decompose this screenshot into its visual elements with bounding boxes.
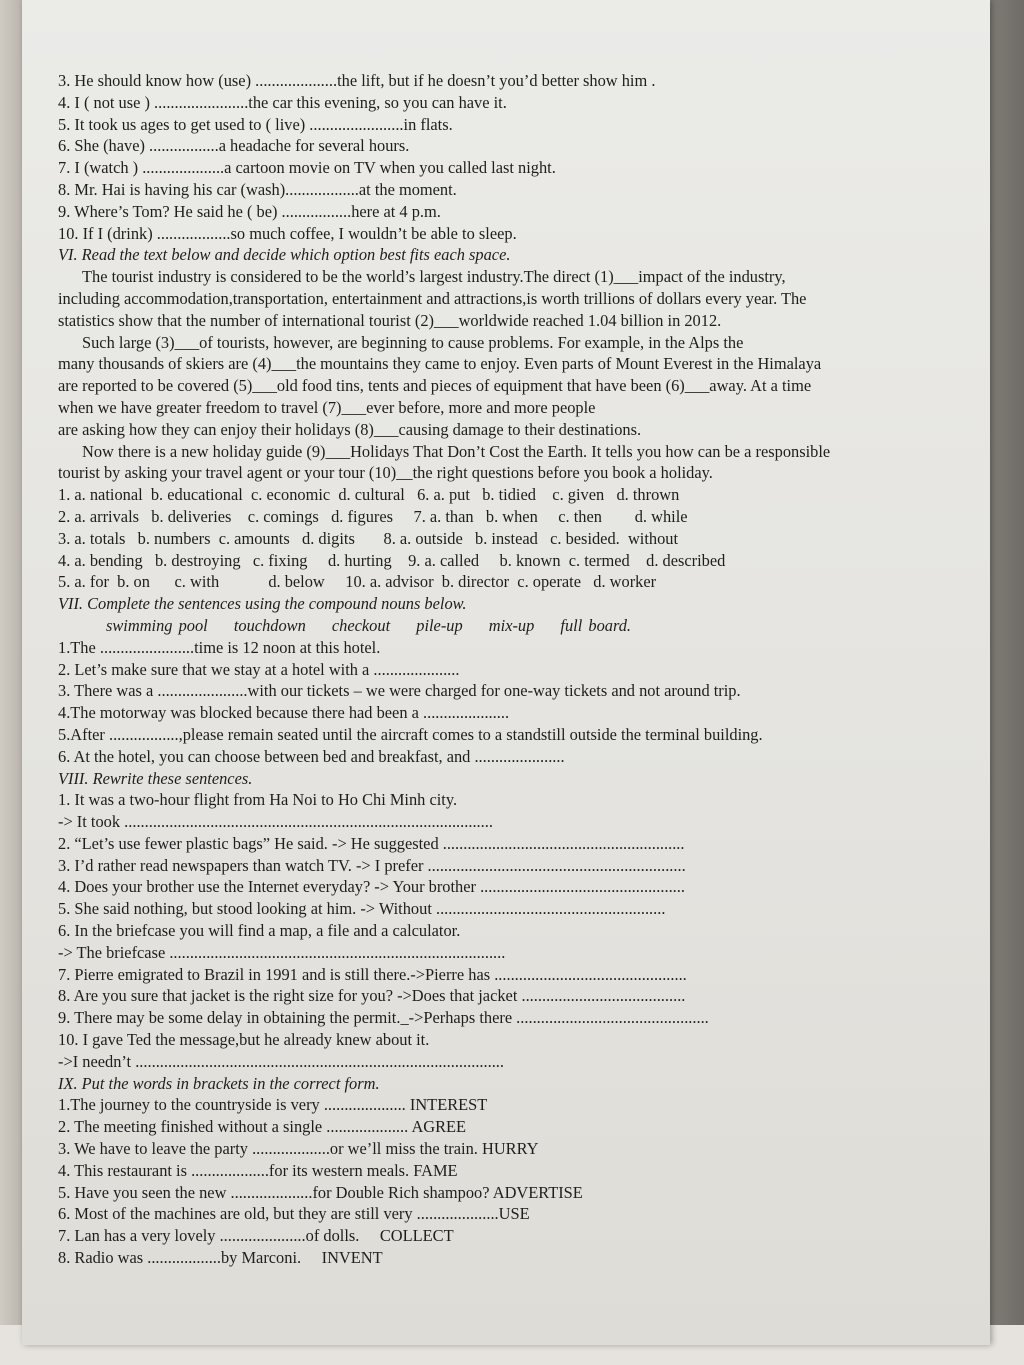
exercise-sentence: 6. Most of the machines are old, but they are still very ....................	[58, 1204, 499, 1224]
exercise-sentence: 3. We have to leave the party ...................or we’ll miss the train.	[58, 1139, 478, 1159]
word-bank-item: swimming pool	[106, 615, 208, 635]
exercise-sentence: 5. Have you seen the new ....................for Double Rich shampoo?	[58, 1182, 490, 1202]
word-bank	[58, 615, 948, 637]
section-heading: VII. Complete the sentences using the compound nouns below.	[58, 594, 467, 614]
passage-line: when we have greater freedom to travel (7)___ever before, more and more people	[58, 397, 596, 417]
exercise-item: 4.The motorway was blocked because there had been a .....................	[58, 703, 510, 723]
root-word: INTEREST	[409, 1095, 488, 1115]
exercise-item	[58, 1203, 948, 1225]
worksheet-page	[22, 0, 990, 1345]
exercise-sentence: 2. The meeting finished without a single ....................	[58, 1117, 409, 1137]
exercise-item: 6. She (have) .................a headache for several hours.	[58, 136, 410, 156]
passage-line: statistics show that the number of international tourist (2)___worldwide reached 1.04 billion in 2012.	[58, 310, 722, 330]
rewrite-section	[58, 768, 948, 1073]
section-heading: VI. Read the text below and decide which option best fits each space.	[58, 245, 511, 265]
exercise-item: 9. Where’s Tom? He said he ( be) .................here at 4 p.m.	[58, 201, 441, 221]
exercise-item	[58, 1160, 948, 1182]
exercise-item: 8. Are you sure that jacket is the right size for you? ->Does that jacket ........................................	[58, 986, 686, 1006]
exercise-item	[58, 1116, 948, 1138]
exercise-item	[58, 1225, 948, 1247]
answer-options: 5. a. for b. on c. with d. below 10. a. advisor b. director c. operate d. worker	[58, 572, 657, 592]
exercise-item: 3. He should know how (use) ....................the lift, but if he doesn’t you’d better show him .	[58, 71, 656, 90]
exercise-item: 2. Let’s make sure that we stay at a hotel with a .....................	[58, 659, 460, 679]
word-bank-item: pile-up	[416, 615, 463, 635]
exercise-item: 5.After .................,please remain seated until the aircraft comes to a standstill outside the terminal building.	[58, 724, 763, 744]
word-bank-item: full board.	[560, 615, 632, 635]
exercise-item: 7. Pierre emigrated to Brazil in 1991 and is still there.->Pierre has ...............................................	[58, 964, 687, 984]
passage-line: Now there is a new holiday guide (9)___Holidays That Don’t Cost the Earth. It tells you how can be a responsible	[82, 441, 831, 461]
worksheet-content	[58, 70, 948, 1269]
exercise-item: 1. It was a two-hour flight from Ha Noi to Ho Chi Minh city.	[58, 790, 458, 810]
root-word: INVENT	[321, 1248, 383, 1268]
exercise-item	[58, 1247, 948, 1269]
compound-nouns-section	[58, 593, 948, 767]
passage-line: many thousands of skiers are (4)___the mountains they came to enjoy. Even parts of Mount Everest in the Himalaya	[58, 354, 822, 374]
passage-line: are asking how they can enjoy their holidays (8)___causing damage to their destinations.	[58, 419, 642, 439]
exercise-item: 4. Does your brother use the Internet everyday? -> Your brother ..................................................	[58, 877, 685, 897]
exercise-item: 4. I ( not use ) .......................the car this evening, so you can have it.	[58, 92, 507, 112]
exercise-item: 6. At the hotel, you can choose between bed and breakfast, and ......................	[58, 746, 565, 766]
root-word: HURRY	[481, 1139, 539, 1159]
word-bank-item: touchdown	[233, 615, 306, 635]
exercise-item: -> The briefcase ..................................................................................	[58, 942, 506, 962]
exercise-item: 9. There may be some delay in obtaining the permit._->Perhaps there ...............................................	[58, 1008, 709, 1028]
word-bank-item: mix-up	[488, 615, 535, 635]
passage-line: including accommodation,transportation, entertainment and attractions,is worth trillions of dollars every year. The	[58, 288, 807, 308]
section-heading: VIII. Rewrite these sentences.	[58, 768, 253, 788]
root-word: ADVERTISE	[492, 1182, 583, 1202]
root-word: AGREE	[411, 1117, 467, 1137]
exercise-sentence: 4. This restaurant is ...................for its western meals.	[58, 1160, 410, 1180]
verb-form-exercise	[58, 70, 948, 244]
exercise-item: 6. In the briefcase you will find a map, a file and a calculator.	[58, 921, 461, 941]
exercise-item: 7. I (watch ) ....................a cartoon movie on TV when you called last night.	[58, 158, 556, 178]
root-word: FAME	[413, 1160, 458, 1180]
exercise-item: 2. “Let’s use fewer plastic bags” He said. -> He suggested ...........................................................	[58, 833, 685, 853]
answer-options: 1. a. national b. educational c. economic d. cultural 6. a. put b. tidied c. given d. thrown	[58, 485, 680, 505]
answer-options: 2. a. arrivals b. deliveries c. comings d. figures 7. a. than b. when c. then d. while	[58, 506, 688, 526]
exercise-item: 8. Mr. Hai is having his car (wash)..................at the moment.	[58, 179, 457, 199]
exercise-item: 1.The .......................time is 12 noon at this hotel.	[58, 637, 381, 657]
exercise-item: 5. It took us ages to get used to ( live) .......................in flats.	[58, 114, 453, 134]
exercise-item: 3. I’d rather read newspapers than watch TV. -> I prefer ...............................................................	[58, 855, 686, 875]
root-word: COLLECT	[379, 1226, 454, 1246]
word-form-section	[58, 1073, 948, 1269]
exercise-item: 10. I gave Ted the message,but he already knew about it.	[58, 1030, 430, 1050]
exercise-item: 5. She said nothing, but stood looking at him. -> Without ........................................................	[58, 899, 666, 919]
exercise-sentence: 7. Lan has a very lovely .....................of dolls.	[58, 1226, 360, 1246]
answer-options: 4. a. bending b. destroying c. fixing d. hurting 9. a. called b. known c. termed d. described	[58, 550, 726, 570]
exercise-item: ->I needn’t ..........................................................................................	[58, 1051, 504, 1071]
root-word: USE	[498, 1204, 530, 1224]
passage-line: are reported to be covered (5)___old food tins, tents and pieces of equipment that have been (6)___away. At a time	[58, 376, 812, 396]
exercise-item	[58, 1138, 948, 1160]
passage-line: The tourist industry is considered to be the world’s largest industry.The direct (1)___impact of the industry,	[82, 267, 786, 287]
passage-line: tourist by asking your travel agent or your tour (10)__the right questions before you book a holiday.	[58, 463, 713, 483]
exercise-item	[58, 1094, 948, 1116]
exercise-sentence: 8. Radio was ..................by Marconi.	[58, 1248, 302, 1268]
passage-line: Such large (3)___of tourists, however, are beginning to cause problems. For example, in the Alps the	[82, 332, 744, 352]
exercise-item: -> It took ..........................................................................................	[58, 812, 493, 832]
word-bank-item: checkout	[331, 615, 391, 635]
section-heading: IX. Put the words in brackets in the correct form.	[58, 1073, 380, 1093]
exercise-item	[58, 1182, 948, 1204]
exercise-item: 10. If I (drink) ..................so much coffee, I wouldn’t be able to sleep.	[58, 223, 517, 243]
answer-options: 3. a. totals b. numbers c. amounts d. digits 8. a. outside b. instead c. besided. without	[58, 528, 679, 548]
reading-section	[58, 244, 948, 593]
exercise-item: 3. There was a ......................with our tickets – we were charged for one-way tickets and not around trip.	[58, 681, 741, 701]
exercise-sentence: 1.The journey to the countryside is very ....................	[58, 1095, 406, 1115]
